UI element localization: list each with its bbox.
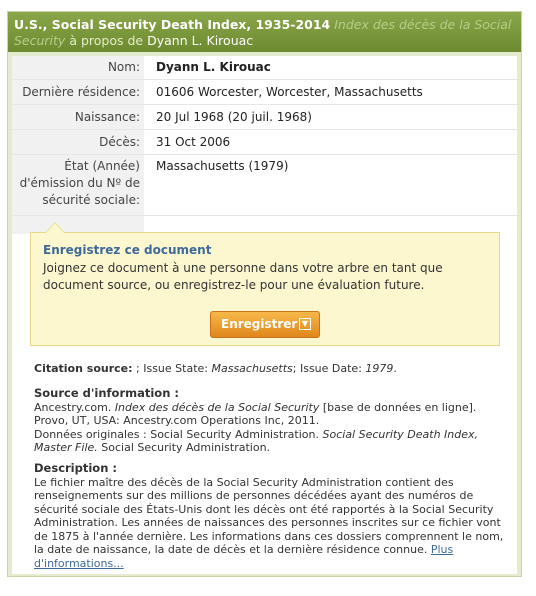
description-heading: Description : xyxy=(34,461,117,475)
citation-sep: ; Issue State: xyxy=(136,362,208,375)
source-title: Index des décès de la Social Security xyxy=(114,400,320,414)
detail-row-name xyxy=(12,56,517,80)
detail-label: Décès: xyxy=(12,130,144,154)
detail-label: Dernière résidence: xyxy=(12,80,144,104)
source-line-4 xyxy=(34,441,504,455)
citation-date-label: ; Issue Date: xyxy=(292,362,362,375)
save-panel-title: Enregistrez ce document xyxy=(43,243,212,257)
source-heading: Source d'information : xyxy=(34,386,179,400)
detail-value: 20 Jul 1968 (20 juil. 1968) xyxy=(156,110,312,124)
source-line-2: Provo, UT, USA: Ancestry.com Operations Inc, 2011. xyxy=(34,414,320,427)
record-card xyxy=(7,11,522,577)
source-information xyxy=(34,387,504,455)
detail-label: Nom: xyxy=(12,56,144,79)
source-text: [base de données en ligne]. xyxy=(322,400,477,414)
detail-row-death xyxy=(12,130,517,155)
detail-value: Dyann L. Kirouac xyxy=(156,60,271,74)
record-body xyxy=(12,56,517,574)
record-subtitle: Index des décès de la Social Security xyxy=(14,17,512,48)
description-section xyxy=(34,462,504,570)
source-line-1 xyxy=(34,401,504,415)
source-text: Social Security Administration. xyxy=(101,441,271,454)
callout-arrow-fill xyxy=(46,223,64,233)
citation-date: 1979 xyxy=(365,362,394,375)
citation-state: Massachusetts xyxy=(211,362,293,375)
citation-label: Citation source: xyxy=(34,362,133,375)
detail-label: État (Année) d'émission du Nº de sécurité sociale: xyxy=(12,155,144,215)
about-label: à propos de xyxy=(69,33,144,48)
source-text: Ancestry.com. xyxy=(34,400,112,414)
person-name: Dyann L. Kirouac xyxy=(147,33,254,48)
source-line-3 xyxy=(34,428,504,442)
source-title: Social Security Death Index, xyxy=(322,427,479,441)
source-title: Master File. xyxy=(34,441,98,454)
detail-value: Massachusetts (1979) xyxy=(156,159,289,173)
save-button[interactable] xyxy=(210,311,320,338)
record-header xyxy=(8,12,521,52)
save-record-panel xyxy=(30,232,500,346)
detail-row-residence xyxy=(12,80,517,105)
detail-value: 31 Oct 2006 xyxy=(156,135,231,149)
save-button-label: Enregistrer xyxy=(221,317,298,331)
record-title: U.S., Social Security Death Index, 1935-2014 xyxy=(14,17,331,32)
dropdown-arrow-icon[interactable]: ▼ xyxy=(299,318,311,330)
detail-value: 01606 Worcester, Worcester, Massachusetts xyxy=(156,85,423,99)
citation-source: Citation source: ; Issue State: Massachusetts; Issue Date: 1979. xyxy=(34,362,397,375)
detail-row-ssn-state xyxy=(12,155,517,216)
more-info-link[interactable]: Plus d'informations... xyxy=(34,543,454,570)
detail-row-birth xyxy=(12,105,517,130)
detail-label: Naissance: xyxy=(12,105,144,129)
source-text: Données originales : Social Security Administration. xyxy=(34,427,319,441)
details-table xyxy=(12,56,517,234)
description-text: Le fichier maître des décès de la Social Security Administration contient des renseignements sur des millions de personnes décédées ayant des numéros de sécurité sociale des États-Unis dont les décès ont été rapportés à la Social Security Administration. Les années de naissances des personnes inscrites sur ce fichier vont de 1875 à l'année dernière. Les informations dans ces dossiers comprennent le nom, la date de naissance, la date de décès et la dernière résidence connue. xyxy=(34,475,504,556)
save-panel-description: Joignez ce document à une personne dans votre arbre en tant que document source, ou enregistrez-le pour une évaluation future. xyxy=(43,261,443,292)
